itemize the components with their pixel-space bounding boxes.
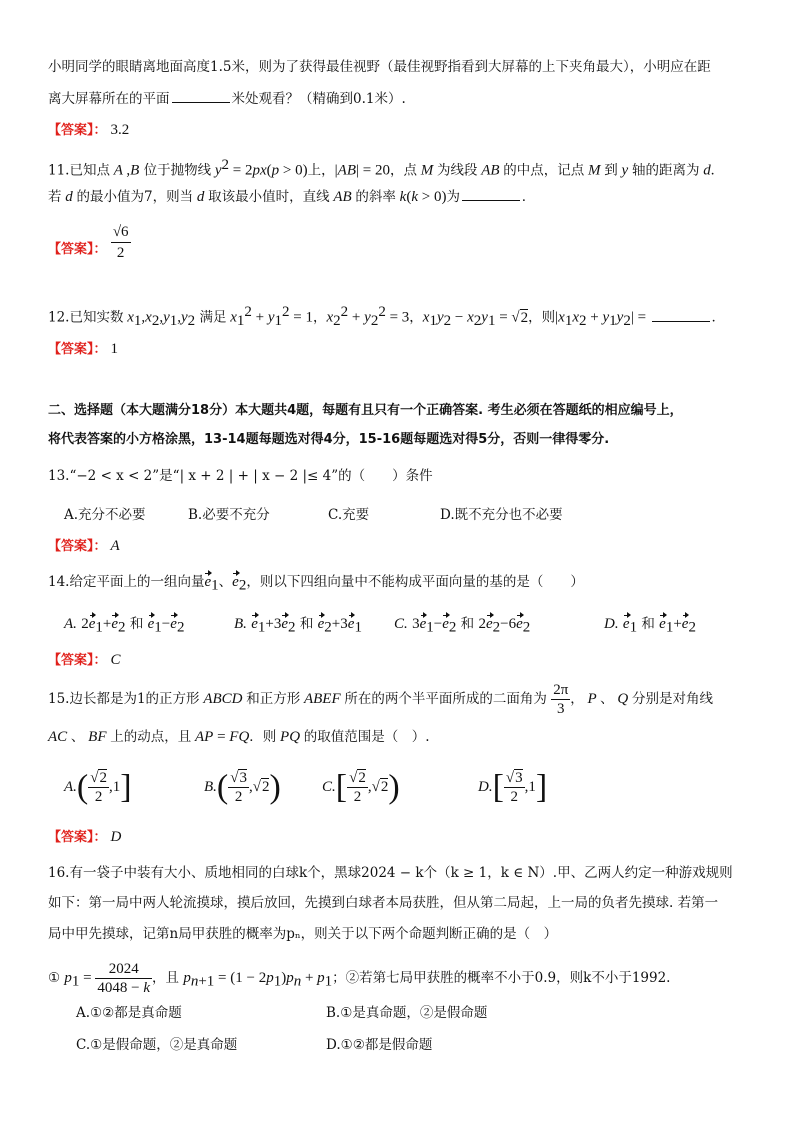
q11-text: ，点 [389, 162, 417, 179]
q12-text: 已知实数 [69, 309, 124, 326]
q16-line4: ① $p_1$ = $\frac{2024}{4048 - k}$ ，且 $p_{n+1} = (1 - 2p_1)p_n + p_1$；②若第七局甲获胜的概率不小于0.9，则k不小于1992. [48, 961, 671, 996]
question-number: 11. [48, 162, 70, 179]
option-a: A.充分不必要 [64, 507, 146, 523]
option-b: B. $e_1+3e_2$ 和 $e_2+3e_1$ [234, 616, 362, 636]
q16-line1: 16.有一袋子中装有大小、质地相同的白球k个，黑球2024 − k个（k ≥ 1，k ∈ N）.甲、乙两人约定一种游戏规则 [48, 865, 733, 881]
q10-line2-text: 离大屏幕所在的平面 [48, 91, 170, 107]
q15-answer [48, 827, 754, 848]
answer-fraction [111, 222, 131, 263]
q15-text: 所在的两个半平面所成的二面角为 [344, 691, 547, 707]
option-a: A.①②都是真命题 [76, 1005, 182, 1021]
q15-text: ．则 [249, 729, 277, 745]
q11-text: 的最小值为7，则当 [76, 189, 194, 205]
option-a: A. $2e_1+e_2$ 和 $e_1-e_2$ [64, 616, 185, 636]
angle-fraction: $\frac{2\pi}{3}$ [553, 682, 569, 717]
question-number: 12. [48, 309, 70, 326]
q12-line1: 12.已知实数 $x_1,x_2,y_1,y_2$ 满足 $x_1^2 + y_1^2 = 1$，$x_2^2 + y_2^2 = 3$，$x_1y_2 - x_2y_1 = √2$，则$|x_1x_2 + y_1y_2|$ = . [48, 304, 716, 330]
q13-options [64, 505, 563, 525]
answer-value: C [110, 652, 121, 668]
q16-line3: 局中甲先摸球，记第n局甲获胜的概率为pₙ，则关于以下两个命题判断正确的是（ ） [48, 926, 558, 942]
q15-line2: AC 、 BF 上的动点，且 AP = FQ．则 PQ 的取值范围是（ ）. [48, 729, 430, 745]
answer-label: 【答案】： [48, 653, 107, 668]
q11-text: 取该最小值时，直线 [208, 189, 330, 205]
q14-options [64, 614, 696, 638]
q11-text: 为 [446, 189, 460, 205]
q13-answer [48, 536, 754, 557]
answer-label: 【答案】： [48, 539, 107, 554]
q11-answer [48, 224, 754, 282]
q11-text: 上， [307, 162, 335, 179]
q11-text: 为线段 [436, 162, 478, 179]
option-c: C. $3e_1-e_2$ 和 $2e_2-6e_2$ [394, 616, 531, 636]
q11-text: 到 [604, 162, 618, 179]
answer-label: 【答案】： [48, 342, 107, 357]
q15-text: 分别是对角线 [632, 691, 714, 707]
fraction-denominator: 2 [116, 245, 125, 261]
option-d: D.既不充分也不必要 [440, 507, 563, 523]
option-b: B.①是真命题，②是假命题 [326, 1005, 488, 1021]
q11-text: 的斜率 [355, 189, 396, 205]
answer-value: D [110, 829, 122, 845]
q16-options-row1 [64, 1003, 487, 1023]
q15-text: 的取值范围是（ ）. [303, 729, 430, 745]
q13-text: 13.“−2 < x < 2”是“| x + 2 | + | x − 2 |≤ 4”的（ ）条件 [48, 468, 433, 484]
q12-answer [48, 339, 754, 360]
answer-label: 【答案】： [48, 242, 107, 257]
option-c: C.①是假命题，②是真命题 [76, 1037, 238, 1053]
q10-line2-text-b: 米处观看？（精确到0.1米）. [231, 91, 406, 107]
q16-line2: 如下：第一局中两人轮流摸球，摸后放回，先摸到白球者本局获胜，但从第二局起，上一局的负者先摸球. 若第一 [48, 895, 719, 911]
q14-answer [48, 650, 754, 671]
q15-options [64, 762, 547, 812]
answer-label: 【答案】： [48, 123, 107, 138]
fraction-numerator: √6 [111, 222, 131, 243]
answer-value: 1 [110, 341, 119, 357]
q11-text: 位于抛物线 [143, 162, 212, 179]
option-d: D.①②都是假命题 [326, 1037, 433, 1053]
q11-text: 的中点，记点 [503, 162, 585, 179]
q16-text: ；②若第七局甲获胜的概率不小于0.9，则k不小于1992. [332, 970, 671, 986]
answer-label: 【答案】： [48, 830, 107, 845]
fill-blank [172, 90, 230, 103]
section2-line2: 将代表答案的小方格涂黑，13-14题每题选对得4分，15-16题每题选对得5分，否则一律得零分. [48, 432, 610, 447]
q14-text: 14.给定平面上的一组向量$e_1$、$e_2$，则以下四组向量中不能构成平面向量的基的是（ ） [48, 574, 584, 594]
q16-options-row2 [64, 1035, 432, 1055]
option-c: C.充要 [328, 507, 370, 523]
q11-line1: 11.已知点 A ,B 位于抛物线 $y^2 = 2px(p > 0)$上，|AB| = 20，点 M 为线段 AB 的中点，记点 M 到 y 轴的距离为 d. [48, 157, 715, 179]
option-b: B.必要不充分 [188, 507, 270, 523]
q11-text: 已知点 [69, 162, 110, 179]
option-a: A.( $\frac{√2}{2}$ ,1] [64, 768, 132, 806]
q12-text: 满足 [199, 309, 227, 326]
q14-text-a: 14.给定平面上的一组向量 [48, 574, 205, 590]
q10-line2 [48, 89, 754, 109]
q15-text: 15.边长都是为1的正方形 [48, 691, 200, 707]
option-d: D.[ $\frac{√3}{2}$ ,1] [478, 768, 548, 806]
q15-text: 上的动点，且 [110, 729, 192, 745]
q15-text: ， [570, 691, 584, 707]
q10-answer [48, 120, 754, 141]
q10-line1: 小明同学的眼睛离地面高度1.5米，则为了获得最佳视野（最佳视野指看到大屏幕的上下夹角最大），小明应在距 [48, 59, 711, 75]
q11-text: 若 [48, 189, 62, 205]
fill-blank [652, 309, 710, 322]
q11-text: 轴的距离为 [631, 162, 700, 179]
q11-line2: 若 d 的最小值为7，则当 d 取该最小值时，直线 AB 的斜率 k(k > 0)为 . [48, 189, 526, 205]
answer-value: 3.2 [110, 122, 130, 138]
section2-line1: 二、选择题（本大题满分18分）本大题共4题，每题有且只有一个正确答案. 考生必须在答题纸的相应编号上， [48, 403, 683, 418]
answer-value: A [110, 538, 120, 554]
option-c: C.[ $\frac{√2}{2}$ ,√2) [322, 768, 400, 806]
q14-text-b: ，则以下四组向量中不能构成平面向量的基的是（ ） [246, 574, 584, 590]
option-d: D. $e_1$ 和 $e_1+e_2$ [604, 616, 696, 636]
q15-text: 和正方形 [246, 691, 301, 707]
fill-blank [462, 188, 520, 201]
option-b: B.( $\frac{√3}{2}$ ,√2) [204, 768, 281, 806]
q15-line1: 15.边长都是为1的正方形 ABCD 和正方形 ABEF 所在的两个半平面所成的二面角为 $\frac{2\pi}{3}$ ， P 、 Q 分别是对角线 [48, 682, 714, 717]
q12-text: ，则 [528, 309, 556, 326]
